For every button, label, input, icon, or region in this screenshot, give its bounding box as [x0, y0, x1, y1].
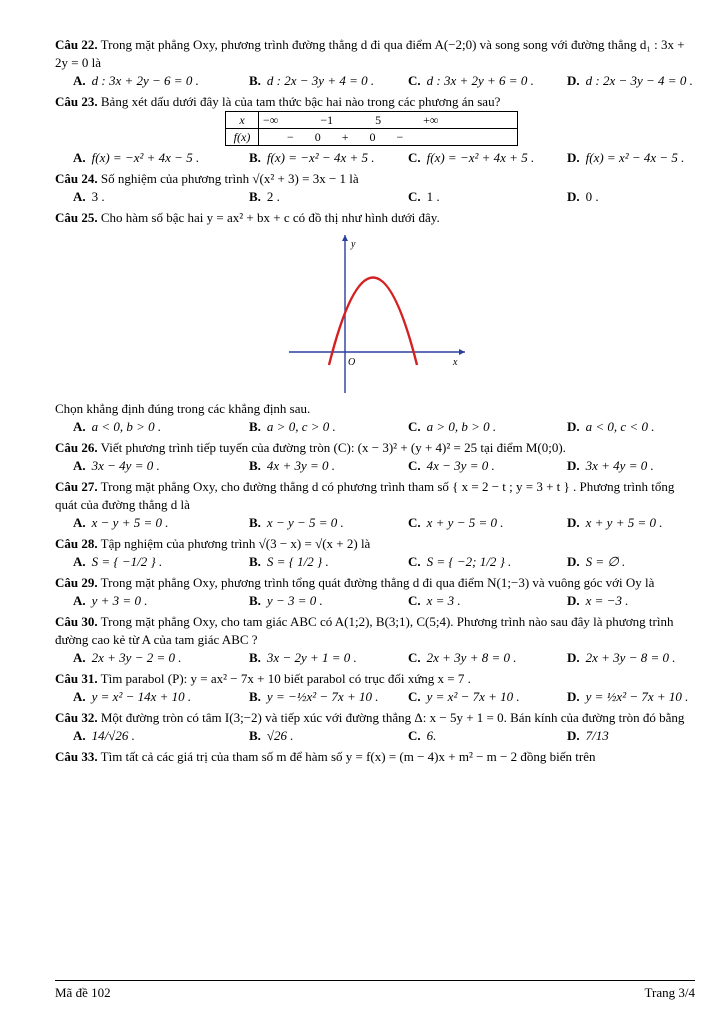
option-b[interactable]: B. √26 . — [249, 728, 294, 743]
options-24 — [55, 188, 695, 206]
exam-code: Mã đề 102 — [55, 985, 111, 1000]
question-25-prompt: Chọn khẳng định đúng trong các khẳng định sau. — [55, 401, 311, 416]
question-22: Câu 22. Trong mặt phẳng Oxy, phương trình đường thẳng d đi qua điểm A(−2;0) và song song với đường thẳng d₁ : 3x + 2y = 0 là — [55, 37, 685, 70]
option-d[interactable]: D. y = ½x² − 7x + 10 . — [567, 689, 689, 704]
option-b[interactable]: B. y − 3 = 0 . — [249, 593, 323, 608]
option-d[interactable]: D. a < 0, c < 0 . — [567, 419, 655, 434]
option-b[interactable]: B. S = { 1/2 } . — [249, 554, 329, 569]
y-axis-label: y — [351, 239, 356, 250]
question-27: Câu 27. Trong mặt phẳng Oxy, cho đường thẳng d có phương trình tham số { x = 2 − t ; y = 3 + t } . Phương trình tổng quát của đường thẳng d là — [55, 479, 675, 512]
option-c[interactable]: C. a > 0, b > 0 . — [408, 419, 497, 434]
page-number: Trang 3/4 — [644, 985, 695, 1000]
option-a[interactable]: A. 3 . — [73, 189, 105, 204]
option-a[interactable]: A. 3x − 4y = 0 . — [73, 458, 160, 473]
option-d[interactable]: D. x + y + 5 = 0 . — [567, 515, 663, 530]
option-d[interactable]: D. x = −3 . — [567, 593, 629, 608]
option-d[interactable]: D. 3x + 4y = 0 . — [567, 458, 654, 473]
option-a[interactable]: A. x − y + 5 = 0 . — [73, 515, 169, 530]
option-b[interactable]: B. x − y − 5 = 0 . — [249, 515, 344, 530]
options-23 — [55, 149, 695, 167]
option-b[interactable]: B. f(x) = −x² − 4x + 5 . — [249, 150, 375, 165]
options-31 — [55, 688, 695, 706]
options-30 — [55, 649, 695, 667]
origin-label: O — [348, 357, 356, 368]
parabola-graph — [287, 231, 467, 396]
sign-table-x-values: −∞ −1 5 +∞ — [259, 112, 518, 129]
question-33: Câu 33. Tìm tất cả các giá trị của tham số m để hàm số y = f(x) = (m − 4)x + m² − m − 2 đồng biến trên — [55, 749, 596, 764]
option-d[interactable]: D. S = ∅ . — [567, 554, 626, 569]
option-a[interactable]: A. y + 3 = 0 . — [73, 593, 148, 608]
question-30: Câu 30. Trong mặt phẳng Oxy, cho tam giác ABC có A(1;2), B(3;1), C(5;4). Phương trình nào sau đây là phương trình đường cao kẻ từ A của tam giác ABC ? — [55, 614, 674, 647]
y-axis-arrow — [342, 235, 348, 241]
option-b[interactable]: B. 2 . — [249, 189, 280, 204]
question-24: Câu 24. Số nghiệm của phương trình √(x² + 3) = 3x − 1 là — [55, 171, 359, 186]
option-b[interactable]: B. 4x + 3y = 0 . — [249, 458, 336, 473]
options-25 — [55, 418, 695, 436]
option-d[interactable]: D. f(x) = x² − 4x − 5 . — [567, 150, 685, 165]
x-axis-label: x — [453, 357, 458, 368]
option-c[interactable]: C. f(x) = −x² + 4x + 5 . — [408, 150, 535, 165]
option-a[interactable]: A. a < 0, b > 0 . — [73, 419, 162, 434]
options-26 — [55, 457, 695, 475]
option-d[interactable]: D. 0 . — [567, 189, 599, 204]
option-a[interactable]: A. 14/√26 . — [73, 728, 135, 743]
option-a[interactable]: A. f(x) = −x² + 4x − 5 . — [73, 150, 200, 165]
option-c[interactable]: C. 1 . — [408, 189, 440, 204]
question-32: Câu 32. Một đường tròn có tâm I(3;−2) và tiếp xúc với đường thẳng Δ: x − 5y + 1 = 0. Bán kính của đường tròn đó bằng — [55, 710, 685, 725]
option-a[interactable]: A. S = { −1/2 } . — [73, 554, 163, 569]
option-a[interactable]: A. d : 3x + 2y − 6 = 0 . — [73, 73, 199, 88]
option-a[interactable]: A. 2x + 3y − 2 = 0 . — [73, 650, 182, 665]
question-31: Câu 31. Tìm parabol (P): y = ax² − 7x + 10 biết parabol có trục đối xứng x = 7 . — [55, 671, 471, 686]
option-c[interactable]: C. 4x − 3y = 0 . — [408, 458, 495, 473]
options-22 — [55, 72, 695, 90]
option-d[interactable]: D. 2x + 3y − 8 = 0 . — [567, 650, 676, 665]
question-23: Câu 23. Bảng xét dấu dưới đây là của tam thức bậc hai nào trong các phương án sau? — [55, 94, 501, 109]
option-b[interactable]: B. a > 0, c > 0 . — [249, 419, 336, 434]
sign-table-f-values: − 0 + 0 − — [259, 129, 518, 146]
option-b[interactable]: B. y = −½x² − 7x + 10 . — [249, 689, 379, 704]
options-29 — [55, 592, 695, 610]
question-25: Câu 25. Cho hàm số bậc hai y = ax² + bx + c có đồ thị như hình dưới đây. — [55, 210, 440, 225]
x-axis-arrow — [459, 349, 465, 355]
sign-table-f-header: f(x) — [226, 129, 259, 146]
option-c[interactable]: C. 6. — [408, 728, 437, 743]
option-c[interactable]: C. x = 3 . — [408, 593, 461, 608]
option-c[interactable]: C. d : 3x + 2y + 6 = 0 . — [408, 73, 534, 88]
options-28 — [55, 553, 695, 571]
options-27 — [55, 514, 695, 532]
page-footer — [55, 980, 695, 1001]
question-26: Câu 26. Viết phương trình tiếp tuyến của đường tròn (C): (x − 3)² + (y + 4)² = 25 tại điểm M(0;0). — [55, 440, 566, 455]
sign-table — [225, 111, 518, 146]
question-29: Câu 29. Trong mặt phẳng Oxy, phương trình tổng quát đường thẳng d đi qua điểm N(1;−3) và vuông góc với Oy là — [55, 575, 655, 590]
option-c[interactable]: C. 2x + 3y + 8 = 0 . — [408, 650, 517, 665]
options-32 — [55, 727, 695, 745]
option-c[interactable]: C. y = x² − 7x + 10 . — [408, 689, 520, 704]
sign-table-x-header: x — [226, 112, 259, 129]
option-c[interactable]: C. x + y − 5 = 0 . — [408, 515, 504, 530]
question-28: Câu 28. Tập nghiệm của phương trình √(3 − x) = √(x + 2) là — [55, 536, 371, 551]
exam-page — [55, 36, 695, 766]
option-a[interactable]: A. y = x² − 14x + 10 . — [73, 689, 192, 704]
option-d[interactable]: D. 7/13 — [567, 728, 609, 743]
option-b[interactable]: B. d : 2x − 3y + 4 = 0 . — [249, 73, 375, 88]
option-c[interactable]: C. S = { −2; 1/2 } . — [408, 554, 512, 569]
option-d[interactable]: D. d : 2x − 3y − 4 = 0 . — [567, 73, 693, 88]
option-b[interactable]: B. 3x − 2y + 1 = 0 . — [249, 650, 357, 665]
